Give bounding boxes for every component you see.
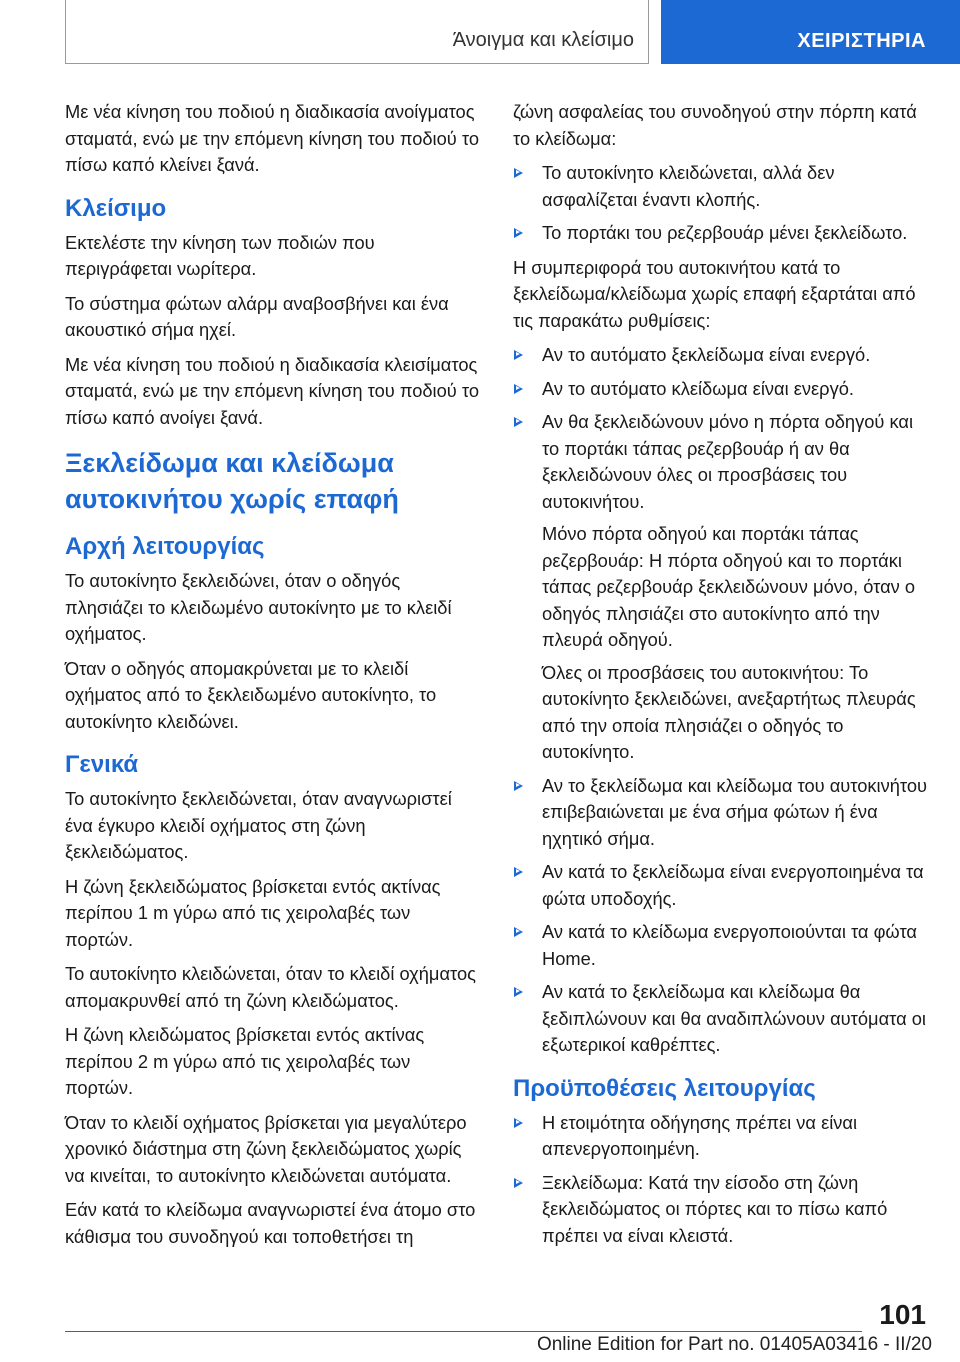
list-item: Αν το αυτόματο ξεκλείδωμα είναι ενεργό. bbox=[513, 342, 933, 369]
bullet-triangle-icon bbox=[514, 927, 523, 937]
general-heading: Γενικά bbox=[65, 751, 139, 778]
list-item: Αν κατά το ξεκλείδωμα είναι ενεργοποιημένα τα φώτα υποδοχής. bbox=[513, 859, 933, 912]
intro-paragraph: Με νέα κίνηση του ποδιού η διαδικασία ανοίγματος σταματά, ενώ με την επόμενη κίνηση του ποδιού το πίσω καπό κλείνει ξανά. bbox=[65, 101, 479, 175]
list-item: Αν κατά το ξεκλείδωμα και κλείδωμα θα ξεδιπλώνουν και θα αναδιπλώνουν αυτόματα οι εξωτερικοί καθρέπτες. bbox=[513, 979, 933, 1059]
right-column bbox=[513, 99, 933, 1257]
bullet-triangle-icon bbox=[514, 228, 523, 238]
principle-paragraph: Το αυτοκίνητο ξεκλειδώνει, όταν ο οδηγός πλησιάζει το κλειδωμένο αυτοκίνητο με το κλειδί οχήματος. bbox=[65, 570, 452, 644]
list-item: Το αυτοκίνητο κλειδώνεται, αλλά δεν ασφαλίζεται έναντι κλοπής. bbox=[513, 160, 933, 213]
general-paragraph: Εάν κατά το κλείδωμα αναγνωριστεί ένα άτομο στο κάθισμα του συνοδηγού και τοποθετήσει τη bbox=[65, 1199, 476, 1247]
principle-paragraph: Όταν ο οδηγός απομακρύνεται με το κλειδί οχήματος από το ξεκλειδωμένο αυτοκίνητο, το αυτοκίνητο κλειδώνει. bbox=[65, 657, 437, 732]
list-item: Η ετοιμότητα οδήγησης πρέπει να είναι απενεργοποιημένη. bbox=[513, 1110, 933, 1163]
header-chapter-tab[interactable] bbox=[661, 0, 960, 64]
sub-paragraph: Όλες οι προσβάσεις του αυτοκινήτου: Το αυτοκίνητο ξεκλειδώνει, ανεξαρτήτως πλευράς από την οποία πλησιάζει ο οδηγός το αυτοκίνητο. bbox=[542, 661, 916, 762]
continued-paragraph: ζώνη ασφαλείας του συνοδηγού στην πόρπη κατά το κλείδωμα: bbox=[513, 101, 917, 149]
footer-divider bbox=[65, 1331, 862, 1332]
settings-list bbox=[513, 342, 933, 1059]
general-paragraph: Το αυτοκίνητο ξεκλειδώνεται, όταν αναγνωριστεί ένα έγκυρο κλειδί οχήματος στη ζώνη ξεκλειδώματος. bbox=[65, 788, 452, 862]
list-item: Το πορτάκι του ρεζερβουάρ μένει ξεκλείδωτο. bbox=[513, 220, 933, 247]
principle-heading: Αρχή λειτουργίας bbox=[65, 533, 265, 560]
bullet-triangle-icon bbox=[514, 350, 523, 360]
closing-paragraph: Εκτελέστε την κίνηση των ποδιών που περιγράφεται νωρίτερα. bbox=[65, 231, 375, 279]
bullet-triangle-icon bbox=[514, 781, 523, 791]
bullet-triangle-icon bbox=[514, 1178, 523, 1188]
closing-heading: Κλείσιμο bbox=[65, 194, 167, 222]
closing-paragraph: Το σύστημα φώτων αλάρμ αναβοσβήνει και ένα ακουστικό σήμα ηχεί. bbox=[65, 292, 449, 340]
sub-paragraph: Μόνο πόρτα οδηγού και πορτάκι τάπας ρεζερβουάρ: Η πόρτα οδηγού και το πορτάκι τάπας ρεζερβουάρ ξεκλειδώνουν μόνο, όταν ο οδηγός πλησιάζει στο αυτοκίνητο από την πλευρά οδηγού. bbox=[542, 523, 916, 650]
list-item: Αν το αυτόματο κλείδωμα είναι ενεργό. bbox=[513, 376, 933, 403]
main-section-heading: Ξεκλείδωμα και κλείδωμα αυτοκινήτου χωρίς επαφή bbox=[65, 448, 399, 514]
list-item: Αν θα ξεκλειδώνουν μόνο η πόρτα οδηγού και το πορτάκι τάπας ρεζερβουάρ ή αν θα ξεκλειδώνουν όλες οι προσβάσεις του αυτοκινήτου. Μόνο πόρτα οδηγού και πορτάκι τάπας ρεζερβουάρ: Η πόρτα οδηγού και το πορτάκι τάπας ρεζερβουάρ ξεκλειδώνουν μόνο, όταν ο οδηγός πλησιάζει στο αυτοκίνητο από την πλευρά οδηγού. Όλες οι προσβάσεις του αυτοκινήτου: Το αυτοκίνητο ξεκλειδώνει, ανεξαρτήτως πλευράς από την οποία πλησιάζει ο οδηγός το αυτοκίνητο. bbox=[513, 409, 933, 766]
page-number: 101 bbox=[879, 1299, 926, 1330]
prerequisites-list bbox=[513, 1110, 933, 1250]
prerequisites-heading: Προϋποθέσεις λειτουργίας bbox=[513, 1074, 816, 1102]
bullet-triangle-icon bbox=[514, 384, 523, 394]
general-paragraph: Η ζώνη κλειδώματος βρίσκεται εντός ακτίνας περίπου 2 m γύρω από τις χειρολαβές των πορτών. bbox=[65, 1024, 425, 1098]
bullet-triangle-icon bbox=[514, 168, 523, 178]
behavior-paragraph: Η συμπεριφορά του αυτοκινήτου κατά το ξεκλείδωμα/κλείδωμα χωρίς επαφή εξαρτάται από τις παρακάτω ρυθμίσεις: bbox=[513, 256, 916, 331]
list-item: Ξεκλείδωμα: Κατά την είσοδο στη ζώνη ξεκλειδώματος οι πόρτες και το πίσω καπό πρέπει να είναι κλειστά. bbox=[513, 1170, 933, 1250]
closing-paragraph: Με νέα κίνηση του ποδιού η διαδικασία κλεισίματος σταματά, ενώ με την επόμενη κίνηση του ποδιού το πίσω καπό ανοίγει ξανά. bbox=[65, 353, 479, 428]
bullet-triangle-icon bbox=[514, 1118, 523, 1128]
general-paragraph: Η ζώνη ξεκλειδώματος βρίσκεται εντός ακτίνας περίπου 1 m γύρω από τις χειρολαβές των πορτών. bbox=[65, 875, 441, 950]
locking-effects-list bbox=[513, 160, 933, 247]
list-item: Αν το ξεκλείδωμα και κλείδωμα του αυτοκινήτου επιβεβαιώνεται με ένα σήμα φώτων ή ένα ηχητικό σήμα. bbox=[513, 773, 933, 853]
left-column bbox=[65, 99, 480, 1258]
chapter-tab-label: ΧΕΙΡΙΣΤΗΡΙΑ bbox=[797, 30, 926, 52]
list-item: Αν κατά το κλείδωμα ενεργοποιούνται τα φώτα Home. bbox=[513, 919, 933, 972]
general-paragraph: Το αυτοκίνητο κλειδώνεται, όταν το κλειδί οχήματος απομακρυνθεί από τη ζώνη κλειδώματος. bbox=[65, 963, 476, 1011]
header-section-title: Άνοιγμα και κλείσιμο bbox=[452, 29, 634, 51]
footer-edition-text: Online Edition for Part no. 01405A03416 - II/20 bbox=[536, 1334, 932, 1355]
bullet-triangle-icon bbox=[514, 987, 523, 997]
bullet-triangle-icon bbox=[514, 867, 523, 877]
general-paragraph: Όταν το κλειδί οχήματος βρίσκεται για μεγαλύτερο χρονικό διάστημα στη ζώνη ξεκλειδώματος χωρίς να κινείται, το αυτοκίνητο κλειδώνεται αυτόματα. bbox=[65, 1111, 467, 1186]
bullet-triangle-icon bbox=[514, 417, 523, 427]
header-section-box bbox=[65, 0, 649, 64]
